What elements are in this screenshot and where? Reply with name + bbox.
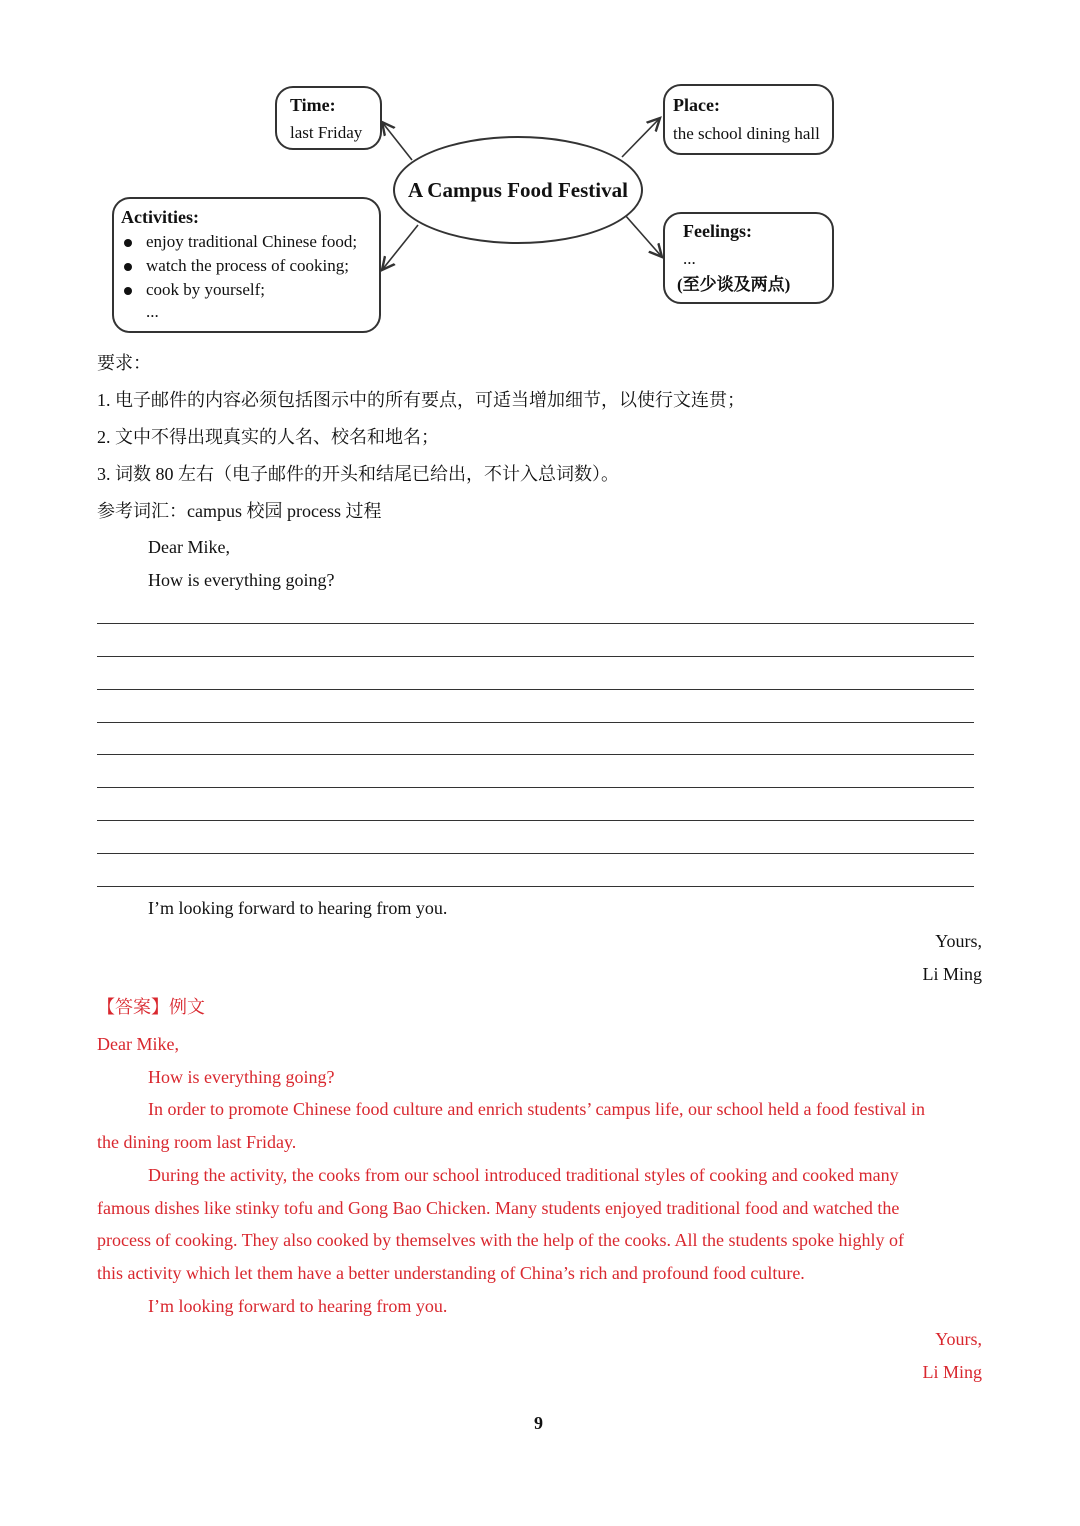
feelings-box: [663, 212, 834, 304]
writing-line: [97, 820, 974, 821]
time-text: last Friday: [290, 123, 363, 142]
vocabulary-reference: 参考词汇：campus 校园 process 过程: [97, 501, 382, 521]
feelings-title: Feelings:: [683, 221, 752, 241]
time-title: Time:: [290, 95, 336, 115]
activities-box: [112, 197, 381, 333]
requirements-heading: 要求：: [97, 353, 151, 373]
place-text: the school dining hall: [673, 124, 820, 143]
writing-line: [97, 722, 974, 723]
feelings-note: (至少谈及两点): [677, 275, 791, 294]
answer-opening: How is everything going?: [148, 1067, 335, 1087]
mindmap-center: [393, 136, 643, 244]
activity-item: cook by yourself;: [146, 280, 265, 299]
answer-line: In order to promote Chinese food culture and enrich students’ campus life, our school held a food festival in: [148, 1099, 925, 1119]
arrow-to-activities: [382, 225, 418, 270]
requirement-item: 2. 文中不得出现真实的人名、校名和地名；: [97, 427, 439, 447]
answer-line: process of cooking. They also cooked by themselves with the help of the cooks. All the students spoke highly of: [97, 1230, 905, 1250]
writing-line: [97, 886, 974, 887]
answer-closing: I’m looking forward to hearing from you.: [148, 1296, 448, 1316]
place-box: [663, 84, 834, 155]
writing-line: [97, 787, 974, 788]
letter-signoff: Yours,: [935, 931, 982, 951]
bullet-icon: [124, 239, 132, 247]
feelings-more: ...: [683, 249, 696, 268]
answer-signoff: Yours,: [935, 1329, 982, 1349]
letter-closing: I’m looking forward to hearing from you.: [148, 898, 448, 918]
answer-line: During the activity, the cooks from our school introduced traditional styles of cooking and cooked many: [148, 1165, 899, 1185]
answer-signature: Li Ming: [922, 1362, 982, 1382]
letter-greeting: Dear Mike,: [148, 537, 230, 557]
mindmap-center-title: A Campus Food Festival: [408, 177, 628, 202]
activity-item: watch the process of cooking;: [146, 256, 349, 275]
activities-title: Activities:: [121, 207, 199, 227]
activities-more: ...: [146, 302, 159, 321]
answer-line: the dining room last Friday.: [97, 1132, 297, 1152]
activity-item: enjoy traditional Chinese food;: [146, 232, 358, 251]
place-title: Place:: [673, 95, 720, 115]
writing-line: [97, 853, 974, 854]
arrow-to-place: [622, 118, 660, 157]
writing-line: [97, 754, 974, 755]
answer-label: 【答案】例文: [97, 997, 205, 1017]
letter-opening: How is everything going?: [148, 570, 335, 590]
arrow-to-time: [382, 122, 412, 160]
bullet-icon: [124, 287, 132, 295]
answer-line: famous dishes like stinky tofu and Gong Bao Chicken. Many students enjoyed traditional food and watched the: [97, 1198, 900, 1218]
answer-greeting: Dear Mike,: [97, 1034, 179, 1054]
requirement-item: 3. 词数 80 左右（电子邮件的开头和结尾已给出，不计入总词数）。: [97, 464, 619, 484]
arrow-to-feelings: [625, 215, 662, 257]
time-box: [275, 86, 382, 150]
letter-signature: Li Ming: [922, 964, 982, 984]
writing-line: [97, 689, 974, 690]
bullet-icon: [124, 263, 132, 271]
answer-line: this activity which let them have a better understanding of China’s rich and profound food culture.: [97, 1263, 805, 1283]
writing-line: [97, 623, 974, 624]
requirement-item: 1. 电子邮件的内容必须包括图示中的所有要点，可适当增加细节，以使行文连贯；: [97, 390, 745, 410]
writing-line: [97, 656, 974, 657]
page-number: 9: [534, 1413, 543, 1433]
